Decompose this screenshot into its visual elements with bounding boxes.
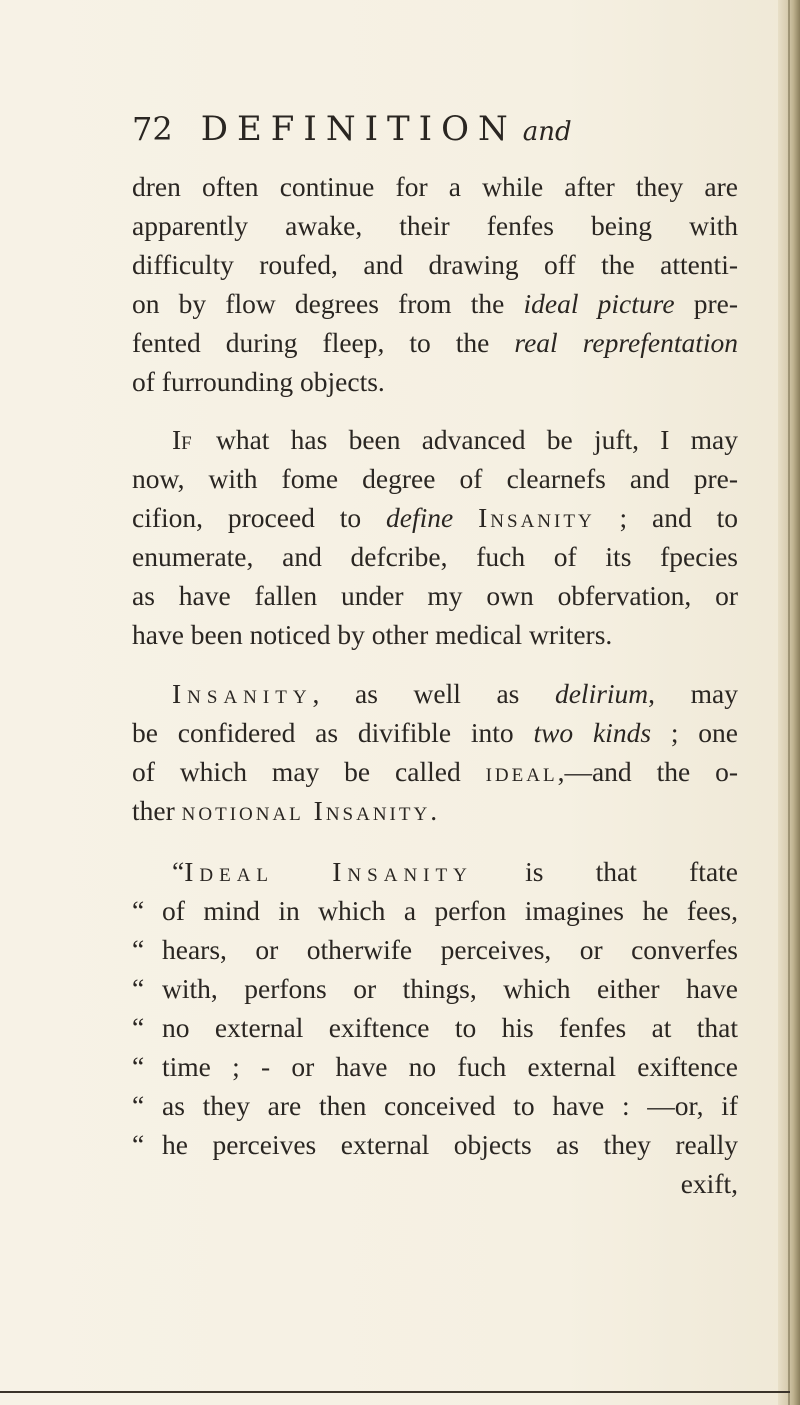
text-line-2: apparently awake, their fenfes being with bbox=[132, 210, 738, 241]
text-line-17: “Ideal Insanity is that ftate bbox=[172, 856, 738, 887]
text-line-7: If what has been advanced be juft, I may bbox=[172, 424, 738, 455]
text-line-11: as have fallen under my own obfervation, or bbox=[132, 580, 738, 611]
text-line-4: on by flow degrees from the ideal picture pre- bbox=[132, 288, 738, 319]
running-header bbox=[132, 104, 732, 154]
page-edge-line bbox=[788, 0, 790, 1405]
text-line-8: now, with fome degree of clearnefs and pre- bbox=[132, 463, 738, 494]
catchword: exift, bbox=[680, 1168, 738, 1199]
text-line-20: “ with, perfons or things, which either have bbox=[132, 973, 738, 1004]
text-line-19: “ hears, or otherwife perceives, or converfes bbox=[132, 934, 738, 965]
text-line-21: “ no external exiftence to his fenfes at that bbox=[132, 1012, 738, 1043]
header-title: DEFINITION bbox=[200, 109, 517, 149]
text-line-1: dren often continue for a while after they are bbox=[132, 171, 738, 202]
text-line-15: of which may be called ideal,—and the o- bbox=[132, 756, 738, 787]
header-and: and bbox=[522, 117, 572, 147]
text-line-24: “ he perceives external objects as they really bbox=[132, 1129, 738, 1160]
text-line-18: “ of mind in which a perfon imagines he fees, bbox=[132, 895, 738, 926]
page-number: 72 bbox=[132, 110, 173, 148]
text-line-5: fented during fleep, to the real reprefentation bbox=[132, 327, 738, 358]
text-line-16: ther notional Insanity. bbox=[132, 795, 438, 826]
text-line-14: be confidered as divifible into two kinds ; one bbox=[132, 717, 738, 748]
text-line-22: “ time ; - or have no fuch external exiftence bbox=[132, 1051, 738, 1082]
text-line-3: difficulty roufed, and drawing off the attenti- bbox=[132, 249, 738, 280]
text-line-6: of furrounding objects. bbox=[132, 366, 385, 397]
text-line-9: cifion, proceed to define Insanity ; and to bbox=[132, 502, 739, 533]
page-bottom-rule bbox=[0, 1391, 790, 1393]
text-line-13: Insanity, as well as delirium, may bbox=[172, 678, 738, 709]
text-line-10: enumerate, and defcribe, fuch of its fpecies bbox=[132, 541, 738, 572]
text-line-12: have been noticed by other medical writers. bbox=[132, 619, 613, 650]
text-line-23: “ as they are then conceived to have : —or, if bbox=[132, 1090, 738, 1121]
